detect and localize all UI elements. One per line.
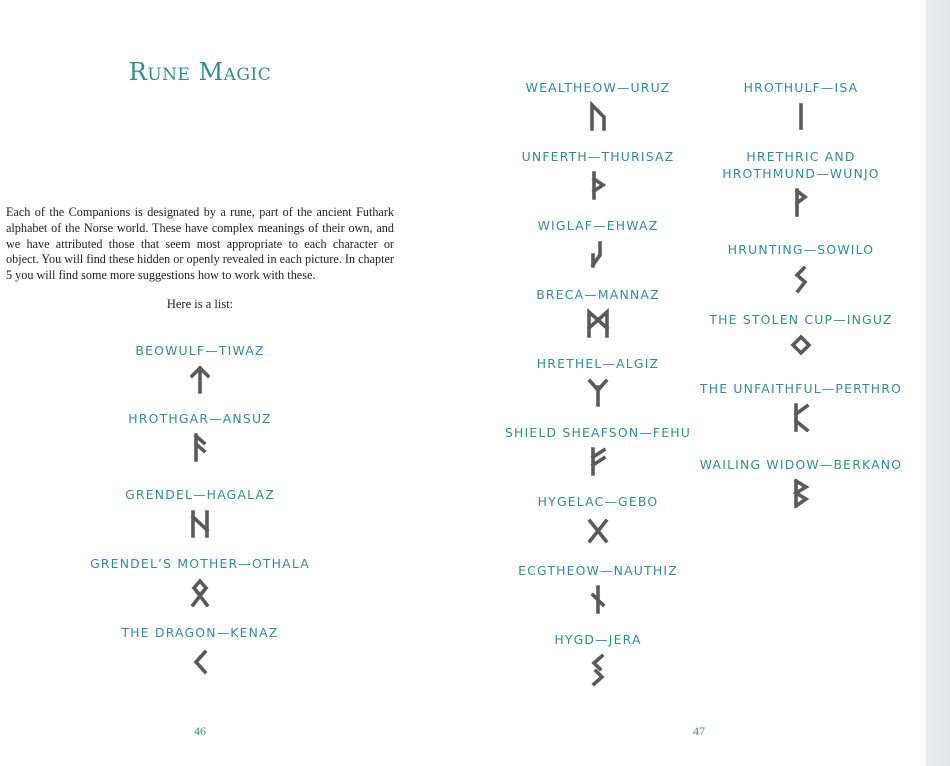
ehwaz-rune-icon — [585, 239, 611, 269]
uruz-rune-icon — [585, 101, 611, 131]
entry-label: THE UNFAITHFUL—PERTHRO — [699, 381, 903, 396]
inguz-rune-icon — [788, 330, 814, 360]
ansuz-rune-icon — [187, 432, 213, 462]
nauthiz-rune-icon — [585, 584, 611, 614]
rune-entry-hrunting — [661, 241, 941, 294]
entry-label: THE STOLEN CUP—INGUZ — [709, 312, 893, 327]
perthro-rune-icon — [788, 402, 814, 432]
page-number-left: 46 — [194, 724, 206, 738]
entry-label: WIGLAF—EHWAZ — [537, 218, 659, 233]
rune-entry-hygd — [458, 631, 738, 687]
page-number-right: 47 — [693, 724, 705, 738]
rune-entry-beowulf — [60, 342, 340, 394]
entry-label: BEOWULF—TIWAZ — [135, 343, 265, 358]
hagalaz-rune-icon — [187, 508, 213, 538]
entry-label: HRETHEL—ALGIZ — [536, 356, 660, 371]
entry-label: HYGD—JERA — [554, 632, 642, 647]
sowilo-rune-icon — [788, 264, 814, 294]
entry-label: SHIELD SHEAFSON—FEHU — [504, 425, 692, 440]
rune-entry-dragon — [60, 624, 340, 676]
rune-entry-wailing-widow — [661, 456, 941, 508]
entry-label: HRUNTING—SOWILO — [727, 242, 875, 257]
page-title: Rune Magic — [128, 58, 272, 86]
mannaz-rune-icon — [585, 308, 611, 338]
rune-entry-stolen-cup — [661, 311, 941, 360]
entry-label: HROTHGAR—ANSUZ — [128, 411, 272, 426]
entry-label: UNFERTH—THURISAZ — [521, 149, 675, 164]
thurisaz-rune-icon — [585, 170, 611, 200]
entry-label: WEALTHEOW—URUZ — [525, 80, 671, 95]
entry-label: HROTHULF—ISA — [743, 80, 859, 95]
entry-label: ECGTHEOW—NAUTHIZ — [518, 563, 678, 578]
entry-label: GRENDEL—HAGALAZ — [125, 487, 275, 502]
rune-entry-hrethric-hrothmund — [661, 148, 941, 217]
kenaz-rune-icon — [187, 646, 213, 676]
othala-rune-icon — [187, 577, 213, 607]
entry-label: HRETHRIC AND HROTHMUND—WUNJO — [722, 149, 880, 181]
berkano-rune-icon — [788, 478, 814, 508]
wunjo-rune-icon — [788, 187, 814, 217]
gebo-rune-icon — [585, 515, 611, 545]
algiz-rune-icon — [585, 377, 611, 407]
intro-paragraph: Each of the Companions is designated by a rune, part of the ancient Futhark alphabet of the Norse world. These have complex meanings of their own, and we have attributed those that seem most appropriate to each character or object. You will find these hidden or openly revealed in each picture. In chapter 5 you will find some more suggestions how to work with these. — [6, 205, 394, 283]
rune-entry-grendels-mother — [60, 555, 340, 607]
rune-entry-hrothulf — [661, 79, 941, 131]
rune-entry-grendel — [60, 486, 340, 538]
entry-label: THE DRAGON—KENAZ — [121, 625, 279, 640]
fehu-rune-icon — [585, 446, 611, 476]
rune-entry-unfaithful — [661, 380, 941, 432]
entry-label: HYGELAC—GEBO — [537, 494, 659, 509]
rune-entry-hrothgar — [60, 410, 340, 462]
tiwaz-rune-icon — [187, 364, 213, 394]
entry-label: WAILING WIDOW—BERKANO — [699, 457, 903, 472]
entry-label: GRENDEL’S MOTHER—OTHALA — [90, 556, 310, 571]
entry-label: BRECA—MANNAZ — [536, 287, 660, 302]
list-heading: Here is a list: — [166, 297, 234, 311]
jera-rune-icon — [585, 653, 611, 687]
isa-rune-icon — [788, 101, 814, 131]
rune-entry-ecgtheow — [458, 562, 738, 614]
